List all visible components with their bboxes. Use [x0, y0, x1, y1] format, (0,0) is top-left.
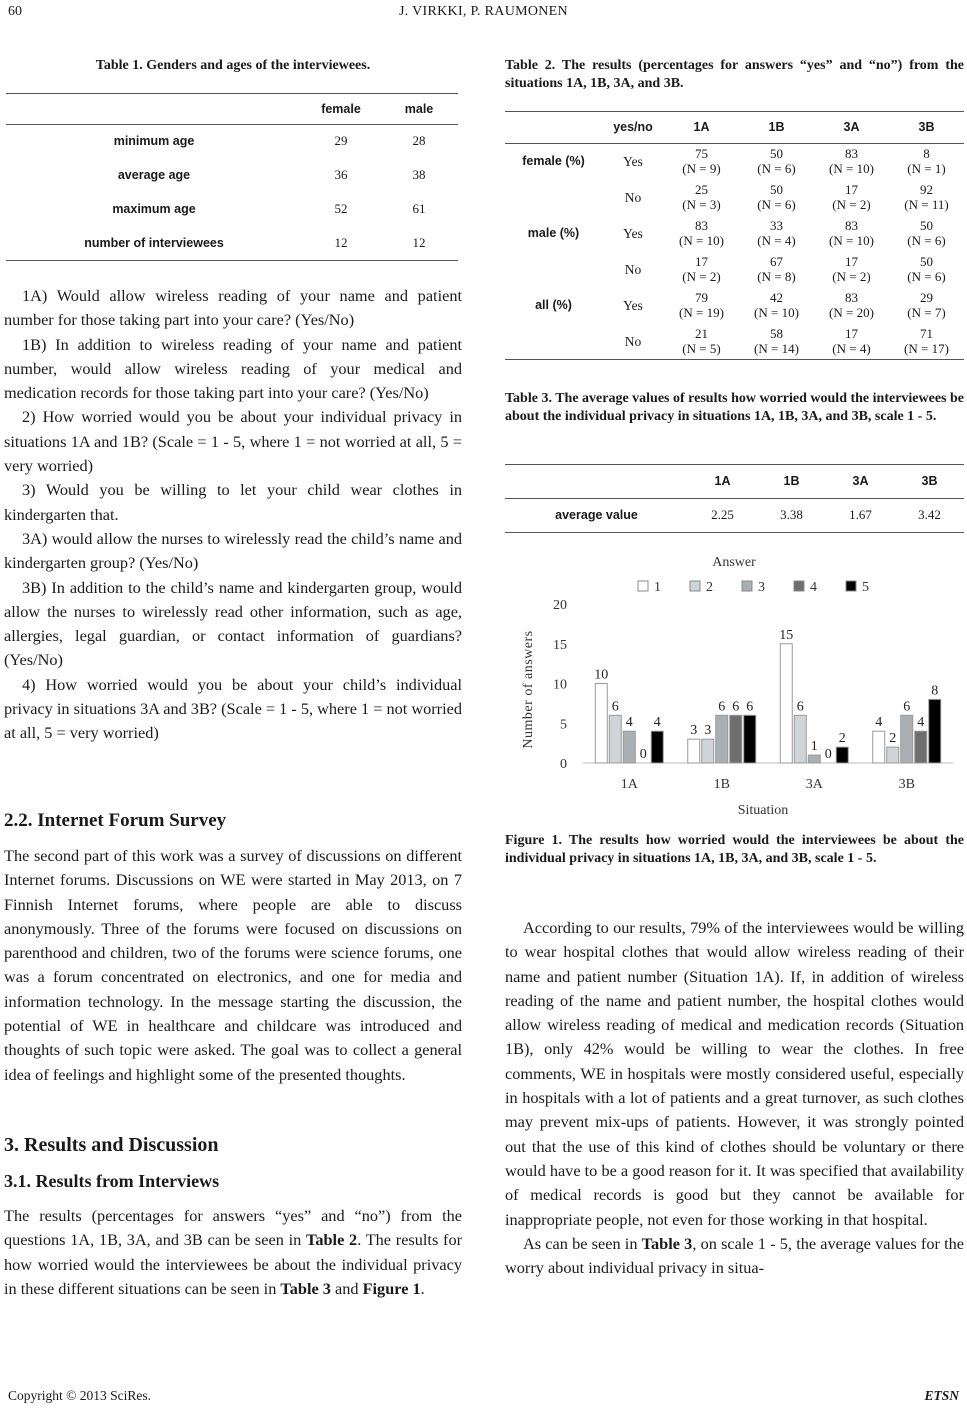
chart-x-tick-label: 3A: [805, 777, 823, 792]
table2-count: (N = 6): [907, 269, 946, 284]
chart-y-axis-label: Number of answers: [521, 630, 536, 749]
results-paragraph-2: [505, 1232, 964, 1281]
chart-legend-label: 3: [758, 580, 765, 595]
table2-percent: 29: [920, 290, 933, 305]
table2-cell: [889, 251, 964, 287]
table2-group-label: [505, 179, 602, 215]
figure1-caption-wrap: [505, 832, 964, 868]
chart-bar: [794, 715, 806, 763]
text-run: The results (percentages for answers “yes” and “no”) from the questions 1A, 1B, 3A, and 3B can be seen in: [4, 1206, 462, 1250]
table2-count: (N = 5): [682, 341, 721, 356]
chart-bar: [915, 731, 927, 763]
chart-legend-label: 1: [654, 580, 661, 595]
section-3-heading: 3. Results and Discussion: [4, 1134, 219, 1156]
section-2-2-heading: 2.2. Internet Forum Survey: [4, 810, 227, 831]
table2-percent: 17: [845, 326, 858, 341]
table2-cell: [889, 215, 964, 251]
table2-percent: 50: [770, 182, 783, 197]
table2-answer: No: [624, 261, 642, 277]
table2-count: (N = 1): [907, 161, 946, 177]
chart-legend-label: 2: [706, 580, 713, 595]
chart-x-tick-label: 1B: [713, 777, 730, 792]
table2-count: (N = 4): [757, 233, 796, 248]
table2-header-1a: 1A: [693, 120, 710, 135]
table2-count: (N = 6): [757, 197, 796, 212]
table2-percent: 25: [695, 182, 708, 197]
chart-data-label: 0: [639, 747, 647, 762]
table2-header-empty: [505, 112, 602, 143]
table1-cell: 38: [412, 167, 426, 182]
table2-group-label: all (%): [535, 297, 572, 312]
question-1a: 1A) Would allow wireless reading of your name and patient number for those taking part into your care? (Yes/No): [4, 286, 462, 330]
text-run: As can be seen in: [523, 1233, 642, 1253]
table1-row-label: maximum age: [112, 202, 196, 216]
table3-header-empty: [505, 465, 688, 498]
chart-bar: [873, 731, 885, 763]
table2-percent: 83: [845, 218, 858, 233]
chart-y-tick-label: 0: [560, 757, 567, 772]
table2-percent: 50: [770, 146, 783, 162]
table2-percent: 75: [695, 146, 708, 162]
table2-cell: [889, 179, 964, 215]
table3-header-1b: 1B: [783, 474, 800, 489]
footer-copyright: Copyright © 2013 SciRes.: [8, 1388, 152, 1403]
chart-bar: [702, 739, 714, 763]
table2-cell: [814, 323, 889, 359]
chart-bar: [688, 739, 700, 763]
chart-data-label: 10: [594, 667, 609, 683]
page-number: 60: [8, 4, 22, 19]
chart-data-label: 3: [704, 723, 712, 739]
section-2-2: [4, 810, 462, 1087]
chart-bar: [836, 747, 848, 763]
section-3: [4, 1134, 462, 1301]
table2-cell: [814, 287, 889, 323]
table2-percent: 50: [920, 254, 933, 269]
table2-cell: [814, 215, 889, 251]
table2-header-yesno: yes/no: [613, 120, 653, 135]
chart-bar: [595, 684, 607, 764]
table2-cell: [814, 251, 889, 287]
table2-count: (N = 17): [904, 341, 949, 356]
table1-cell: 12: [334, 235, 348, 250]
chart-data-label: 6: [718, 699, 726, 715]
figure1-caption: Figure 1. The results how worried would the interviewees be about the individual privacy in situations 1A, 1B, 3A, and 3B, scale 1 - 5.: [505, 833, 964, 866]
table2-cell: [814, 179, 889, 215]
running-header-authors: J. VIRKKI, P. RAUMONEN: [399, 4, 568, 19]
table2-cell: [664, 179, 739, 215]
text-run: , on scale 1 - 5, the average values for the worry about individual privacy in situa-: [505, 1233, 964, 1278]
table2-caption-wrap: [505, 57, 964, 93]
table2-percent: 17: [845, 182, 858, 197]
table2-caption: Table 2. The results (percentages for answers “yes” and “no”) from the situations 1A, 1B, 3A, and 3B.: [505, 58, 964, 91]
table2-cell: [739, 143, 814, 179]
table2-percent: 79: [695, 290, 708, 305]
chart-data-label: 2: [889, 731, 897, 747]
table2-count: (N = 6): [907, 233, 946, 248]
table1-header-female: female: [321, 101, 361, 116]
chart-x-axis-label: Situation: [737, 803, 789, 818]
chart-data-label: 6: [903, 699, 911, 715]
section-3-1-heading: 3.1. Results from Interviews: [4, 1171, 220, 1191]
table1-caption-wrap: [4, 57, 462, 75]
table1-cell: 29: [334, 133, 348, 149]
table2-percent: 17: [845, 254, 858, 269]
table-row: [6, 158, 458, 192]
table2-count: (N = 14): [754, 341, 799, 356]
table2-group-label: [505, 323, 602, 359]
table2-answer: No: [624, 189, 642, 205]
chart-data-label: 4: [917, 715, 925, 731]
figure1-bar-chart: [505, 548, 964, 820]
table1-cell: 52: [334, 201, 348, 216]
table2-count: (N = 2): [832, 197, 871, 212]
table2-header-3a: 3A: [843, 120, 860, 135]
chart-data-label: 6: [746, 699, 754, 715]
chart-legend-label: 4: [810, 580, 817, 595]
table2-cell: [739, 215, 814, 251]
chart-data-label: 4: [875, 715, 883, 731]
chart-data-label: 6: [611, 699, 619, 715]
table2-answer: Yes: [623, 225, 643, 241]
table2-count: (N = 20): [829, 305, 874, 320]
chart-legend-swatch: [742, 581, 752, 591]
question-3b: 3B) In addition to the child’s name and kindergarten group, would allow the nurses to wirelessly read other information, such as age, allergies, legal guardian, or contact information of guardians? (Yes/No): [4, 577, 462, 670]
chart-bar: [887, 747, 899, 763]
table-row: [6, 192, 458, 226]
table2-answer: Yes: [623, 153, 643, 169]
table2-reference: Table 2: [306, 1230, 358, 1250]
table1-header-male: male: [404, 101, 434, 116]
right-text-block: [505, 916, 964, 1280]
table2-answer: No: [624, 333, 642, 349]
table2-count: (N = 8): [757, 269, 796, 284]
chart-data-label: 4: [653, 715, 661, 731]
table2-group-label: female (%): [522, 153, 585, 168]
chart-data-label: 6: [796, 699, 804, 715]
table2-cell: [664, 287, 739, 323]
table2-group-label: male (%): [527, 225, 580, 240]
table-row: [505, 287, 964, 323]
table2-count: (N = 10): [679, 233, 724, 248]
table-row: [505, 179, 964, 215]
table2-cell: [889, 143, 964, 179]
table3-cell: 1.67: [849, 507, 872, 523]
chart-x-tick-label: 3B: [898, 777, 915, 792]
chart-legend-swatch: [638, 581, 648, 591]
chart-bar: [929, 699, 941, 763]
chart-x-tick-label: 1A: [620, 777, 638, 792]
chart-data-label: 4: [625, 715, 633, 731]
table-row: [505, 215, 964, 251]
table2-cell: [889, 287, 964, 323]
table2-percent: 83: [845, 290, 858, 305]
table2-answer: Yes: [623, 297, 643, 313]
chart-data-label: 0: [824, 747, 832, 762]
table1-caption: Table 1. Genders and ages of the interviewees.: [95, 58, 371, 73]
chart-bar: [623, 731, 635, 763]
chart-bar: [780, 644, 792, 763]
text-run: and: [330, 1278, 363, 1298]
table2-cell: [664, 143, 739, 179]
chart-bar: [716, 715, 728, 763]
section-3-1-text: [4, 1204, 462, 1301]
table2-percent: 83: [845, 146, 858, 162]
table2-percent: 67: [770, 254, 783, 269]
table1-row-label: minimum age: [113, 134, 195, 149]
table1-cell: 36: [334, 167, 348, 182]
table3-cell: 3.42: [918, 507, 941, 523]
table2-count: (N = 2): [682, 269, 721, 284]
figure1-reference: Figure 1: [362, 1278, 421, 1298]
table2-cell: [664, 215, 739, 251]
table-row: [505, 323, 964, 359]
table2-percent: 50: [920, 218, 933, 233]
chart-data-label: 1: [810, 739, 818, 755]
table2-cell: [664, 251, 739, 287]
question-3: 3) Would you be willing to let your child wear clothes in kindergarten that.: [4, 480, 462, 524]
questions-block: [4, 284, 462, 746]
table2-count: (N = 9): [682, 161, 721, 177]
table3-reference: Table 3: [280, 1278, 331, 1298]
table1-cell: 61: [412, 201, 426, 216]
chart-data-label: 8: [931, 683, 939, 699]
table2-header-3b: 3B: [918, 120, 935, 135]
table3-caption: Table 3. The average values of results how worried would the interviewees be about the individual privacy in situations 1A, 1B, 3A, and 3B, scale 1 - 5.: [505, 391, 964, 424]
footer-journal: ETSN: [924, 1388, 959, 1403]
table1-row-label: average age: [117, 168, 191, 182]
table2-count: (N = 6): [757, 161, 796, 177]
table-row: [6, 124, 458, 158]
table3-cell: 2.25: [711, 507, 734, 523]
chart-bar: [808, 755, 820, 763]
chart-y-tick-label: 15: [553, 637, 567, 653]
table3-caption-wrap: [505, 390, 964, 426]
table1-cell: 28: [412, 133, 426, 149]
chart-data-label: 2: [838, 731, 846, 747]
table1-header-empty: [6, 94, 302, 124]
table3-header-3a: 3A: [852, 474, 869, 489]
table3-row-label: average value: [555, 508, 638, 523]
table2-percent: 92: [920, 182, 933, 197]
table2-percent: 21: [695, 326, 708, 341]
table2-count: (N = 2): [832, 269, 871, 284]
text-run: .: [420, 1278, 425, 1298]
chart-y-tick-label: 20: [553, 598, 567, 613]
table2-count: (N = 3): [682, 197, 721, 212]
table2-count: (N = 11): [904, 197, 949, 212]
table2-count: (N = 4): [832, 341, 871, 356]
table2-percent: 58: [770, 326, 783, 341]
table2-percent: 83: [695, 218, 708, 233]
table2-percent: 71: [920, 326, 933, 341]
table2-cell: [889, 323, 964, 359]
question-3a: 3A) would allow the nurses to wirelessly read the child’s name and kindergarten group? (Yes/No): [4, 528, 462, 573]
chart-bar: [609, 715, 621, 763]
chart-bar: [730, 715, 742, 763]
chart-legend-swatch: [690, 581, 700, 591]
table2-group-label: [505, 251, 602, 287]
table3-reference: Table 3: [641, 1233, 693, 1253]
chart-data-label: 3: [690, 723, 698, 739]
table2-count: (N = 10): [754, 305, 799, 320]
chart-legend-label: 5: [862, 580, 869, 595]
chart-bar: [744, 715, 756, 763]
question-2: 2) How worried would you be about your individual privacy in situations 1A and 1B? (Scale = 1 - 5, where 1 = not worried at all, 5 = very worried): [4, 407, 462, 476]
table2-count: (N = 10): [829, 161, 874, 177]
table-row: [505, 143, 964, 179]
chart-data-label: 15: [779, 627, 794, 643]
question-4: 4) How worried would you be about your child’s individual privacy in situations 3A and 3B? (Scale = 1 - 5, where 1 = not worried at all, 5 = very worried): [4, 674, 462, 743]
table1-row-label: number of interviewees: [84, 236, 224, 250]
table1: [6, 93, 458, 261]
table2-count: (N = 10): [829, 233, 874, 248]
table2-cell: [814, 143, 889, 179]
table2-count: (N = 7): [907, 305, 946, 320]
table2-cell: [739, 323, 814, 359]
table2-cell: [739, 251, 814, 287]
table2-percent: 42: [770, 290, 783, 305]
section-2-2-text: The second part of this work was a survey of discussions on different Internet forums. Discussions on WE were started in May 2013, on 7 Finnish Internet forums, where people are able to discuss anonymously. Three of the forums were focused on discussions on parenthood and children, two of the forums were science forums, one was a forum concentrated on electronics, and one for media and information technology. In the message starting the discussion, the potential of WE in healthcare and childcare was introduced and thoughts of such topic were asked. The goal was to collect a general idea of feelings and highlight some of the presented thoughts.: [4, 846, 462, 1084]
question-1b: 1B) In addition to wireless reading of your name and patient number, would allow wireless reading of your medical and medication records for those taking part into your care? (Yes/No): [4, 334, 462, 403]
chart-bar: [901, 715, 913, 763]
table2-cell: [739, 287, 814, 323]
table-row: [6, 226, 458, 260]
chart-legend-title: Answer: [712, 555, 756, 570]
table2-cell: [664, 323, 739, 359]
table3: [505, 464, 964, 533]
table2-percent: 17: [695, 254, 708, 269]
table2: [505, 111, 964, 360]
table2-percent: 8: [923, 146, 930, 162]
results-paragraph: According to our results, 79% of the interviewees would be willing to wear hospital clothes that would allow wireless reading of their name and patient number (Situation 1A). If, in addition of wireless reading of the name and patient number, the hospital clothes would allow wireless reading of medical and medication records (Situation 1B), only 42% would be willing to wear the clothes. In free comments, WE in hospitals were mostly considered useful, especially in hospitals with a lot of patients and a great turnover, as such clothes may prevent mix-ups of patients. However, it was strongly pointed out that the use of this kind of clothes should be voluntary or there would have to be a good reason for it. It was specified that availability of medical records is good but they cannot be available for inappropriate people, not even for those working in that hospital.: [505, 918, 964, 1229]
chart-y-tick-label: 5: [560, 717, 567, 733]
table3-header-3b: 3B: [921, 474, 938, 489]
chart-legend-swatch: [846, 581, 856, 591]
table2-header-1b: 1B: [768, 120, 785, 135]
chart-data-label: 6: [732, 699, 740, 715]
table3-cell: 3.38: [780, 507, 803, 523]
table-row: [505, 498, 964, 532]
table-row: [505, 251, 964, 287]
table2-percent: 33: [770, 218, 783, 233]
table2-cell: [739, 179, 814, 215]
chart-bar: [651, 731, 663, 763]
chart-legend-swatch: [794, 581, 804, 591]
table1-cell: 12: [412, 235, 426, 250]
table3-header-1a: 1A: [714, 474, 731, 489]
chart-y-tick-label: 10: [553, 677, 567, 693]
table2-count: (N = 19): [679, 305, 724, 320]
text-run: . The results for how worried would the interviewees be about the individual privacy in these different situations can be seen in: [4, 1230, 463, 1298]
